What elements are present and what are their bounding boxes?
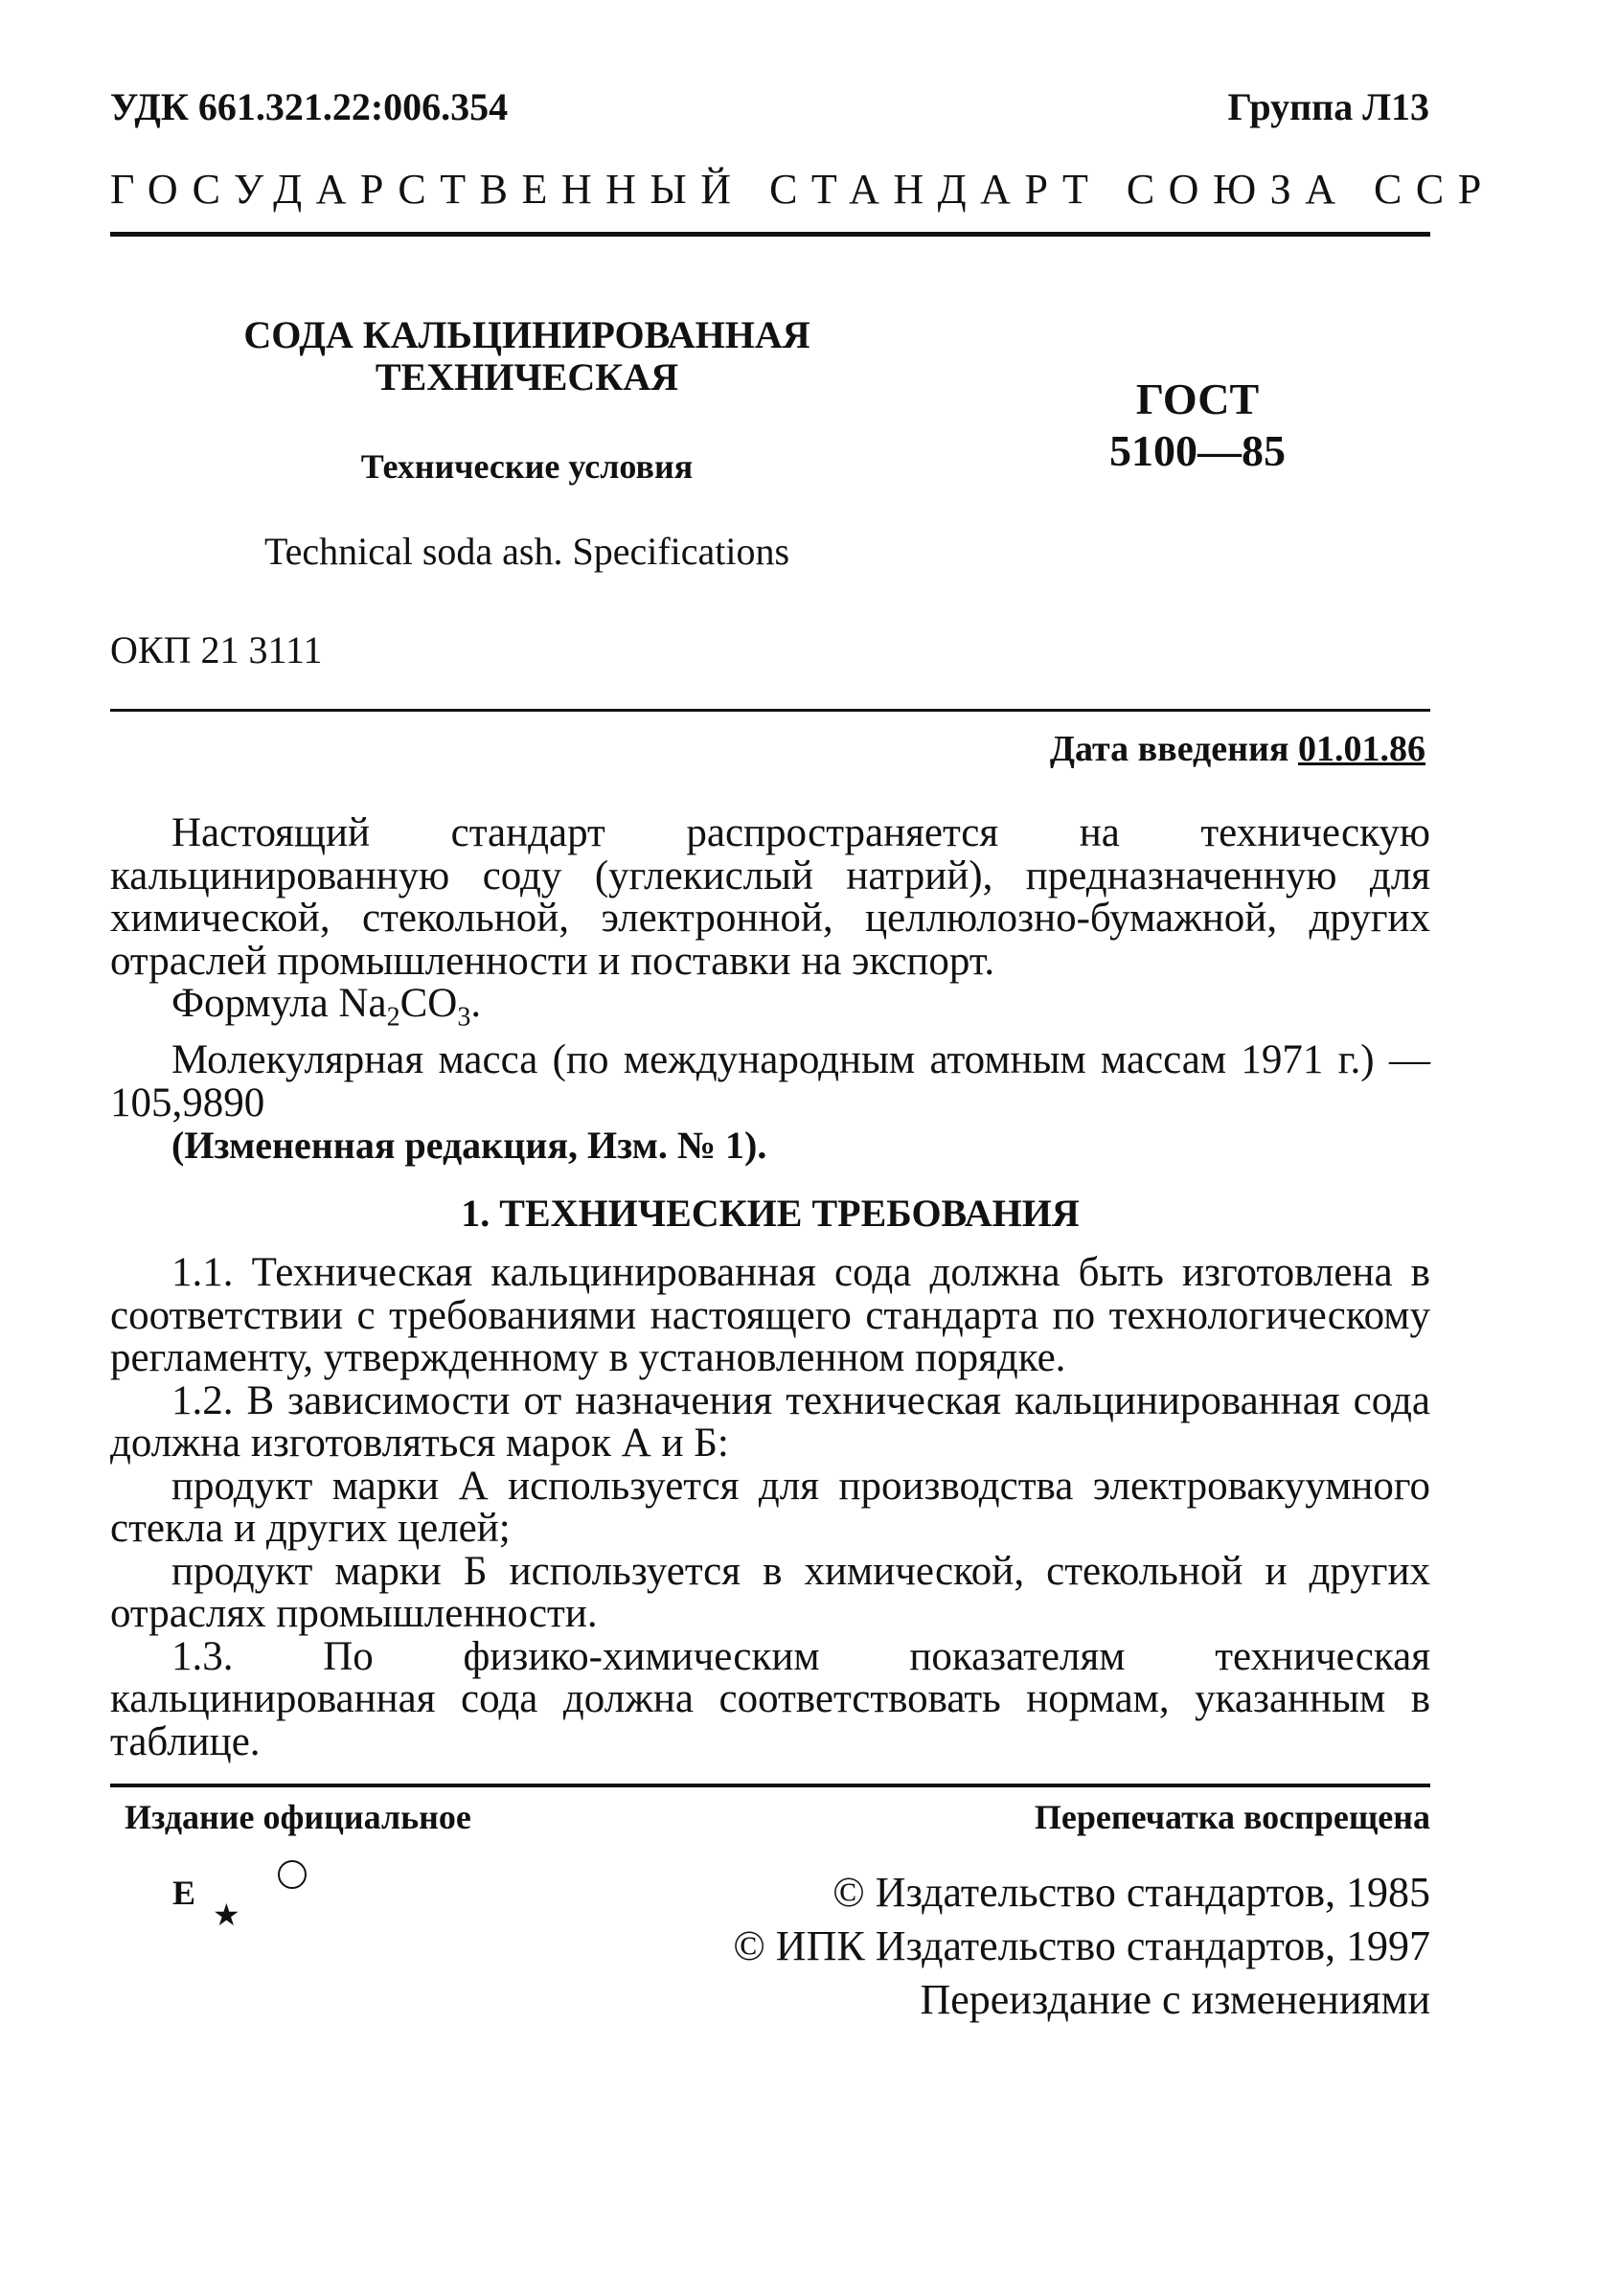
title-line-1: СОДА КАЛЬЦИНИРОВАННАЯ [243,313,810,356]
reissue-note: Переиздание с изменениями [920,1976,1430,2023]
copyright-1997: © ИПК Издательство стандартов, 1997 [733,1922,1430,1969]
amendment-note: (Измененная редакция, Изм. № 1). [171,1124,767,1168]
header-rule-thick [110,232,1430,237]
document-subtitle: Технические условия [360,447,694,486]
gost-designation [1073,374,1322,477]
footer-rule [110,1784,1430,1787]
gost-number: 5100—85 [1109,426,1286,475]
document-body [110,812,1430,1763]
reprint-prohibited-label: Перепечатка воспрещена [1034,1798,1430,1836]
intro-paragraph: Настоящий стандарт распространяется на техническую кальцинированную соду (углекислый натрий), предназначенную для химической, стекольной, электронной, целлюлозно-бумажной, других отраслей промышленности и поставки на экспорт. [110,810,1430,984]
date-value: 01.01.86 [1298,729,1425,769]
copyright-block [733,1866,1430,2027]
paragraph-1-2-a: продукт марки А используется для производства электровакуумного стекла и других целей; [110,1463,1430,1552]
paragraph-1-1: 1.1. Техническая кальцинированная сода должна быть изготовлена в соответствии с требованиями настоящего стандарта по технологическому регламенту, утвержденному в установленном порядке. [110,1250,1430,1381]
star-icon: ★ [213,1898,240,1932]
gost-label: ГОСТ [1135,375,1260,423]
paragraph-1-3: 1.3. По физико-химическим показателям техническая кальцинированная сода должна соответствовать нормам, указанным в таблице. [110,1633,1430,1764]
molar-mass-paragraph: Молекулярная масса (по международным атомным массам 1971 г.) — 105,9890 [110,1037,1430,1125]
group-code: Группа Л13 [1227,85,1429,128]
introduction-date [1050,728,1425,770]
date-label: Дата введения [1049,729,1289,769]
document-title [220,314,833,398]
okp-code: ОКП 21 3111 [110,628,323,671]
english-title: Technical soda ash. Specifications [263,530,790,573]
formula-line: Формула $Na_2CO_3$. [171,981,482,1033]
paragraph-1-2-b: продукт марки Б используется в химической, стекольной и других отраслях промышленности. [110,1548,1430,1637]
copyright-1985: © Издательство стандартов, 1985 [832,1869,1430,1916]
udc-code: УДК 661.321.22:006.354 [110,85,509,128]
section-title: 1. ТЕХНИЧЕСКИЕ ТРЕБОВАНИЯ [461,1191,1080,1235]
title-line-2: ТЕХНИЧЕСКАЯ [375,355,679,398]
quality-mark-letter: Е [172,1874,196,1912]
state-standard-heading: ГОСУДАРСТВЕННЫЙ СТАНДАРТ СОЮЗА ССР [110,166,1495,213]
okp-rule [110,709,1430,712]
paragraph-1-2: 1.2. В зависимости от назначения техническая кальцинированная сода должна изготовляться марок А и Б: [110,1377,1430,1466]
official-edition-label: Издание официальное [125,1798,471,1836]
title-block [220,314,833,574]
circle-icon [278,1860,307,1889]
